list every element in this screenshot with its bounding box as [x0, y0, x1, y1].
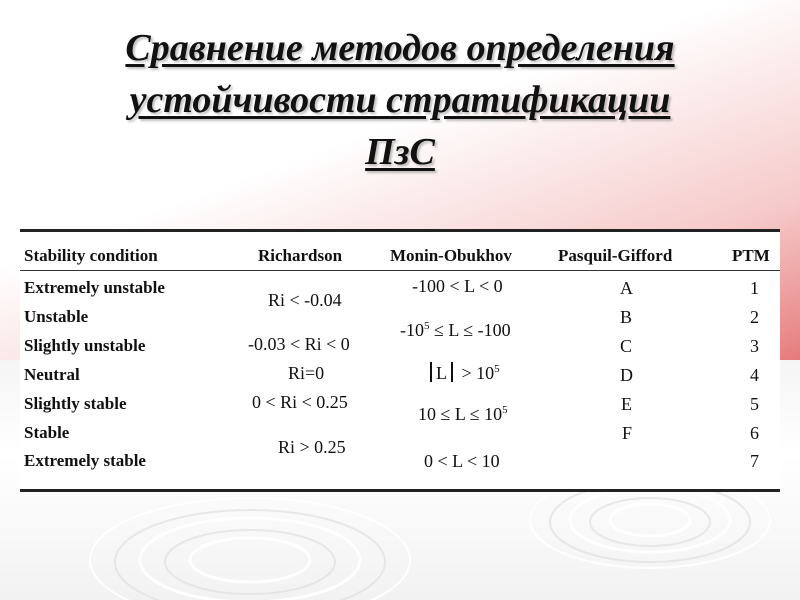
condition-row: Stable	[24, 423, 70, 442]
monin-obukhov-value	[418, 404, 508, 425]
pasquill-class: C	[620, 336, 633, 356]
condition-row: Slightly unstable	[24, 336, 146, 355]
mo-part: -10	[400, 320, 424, 340]
header-monin-obukhov: Monin-Obukhov	[390, 246, 512, 265]
header-pasquill-gifford: Pasquil-Gifford	[558, 246, 673, 265]
abs-bar-left	[430, 362, 432, 382]
mo-part: ≤ L ≤ -100	[429, 320, 511, 340]
richardson-value: Ri=0	[288, 363, 325, 383]
condition-row: Neutral	[24, 365, 80, 384]
ptm-value: 4	[750, 365, 759, 385]
abs-bar-right	[451, 362, 453, 382]
richardson-value: -0.03 < Ri < 0	[248, 334, 350, 354]
header-stability-condition: Stability condition	[24, 246, 158, 265]
mo-exponent: 5	[502, 404, 508, 416]
richardson-value: Ri < -0.04	[268, 290, 342, 310]
mo-exponent: 5	[424, 320, 430, 332]
stability-comparison-table	[20, 229, 780, 492]
condition-row: Extremely unstable	[24, 278, 165, 297]
mo-part: > 10	[457, 363, 495, 383]
condition-row: Extremely stable	[24, 451, 146, 470]
ptm-value: 7	[750, 451, 759, 471]
richardson-value: Ri > 0.25	[278, 437, 346, 457]
ptm-value: 6	[750, 423, 759, 443]
monin-obukhov-value	[400, 320, 511, 341]
condition-row: Slightly stable	[24, 394, 127, 413]
title-line-1: Сравнение методов определения	[125, 27, 675, 69]
condition-row: Unstable	[24, 307, 89, 326]
monin-obukhov-value	[426, 362, 500, 384]
pasquill-class: D	[620, 365, 633, 385]
pasquill-class: B	[620, 307, 633, 327]
pasquill-class: A	[620, 278, 633, 298]
header-divider	[20, 270, 780, 271]
ptm-value: 2	[750, 307, 759, 327]
monin-obukhov-value: -100 < L < 0	[412, 276, 503, 296]
ptm-value: 3	[750, 336, 759, 356]
monin-obukhov-value: 0 < L < 10	[424, 451, 500, 471]
mo-part: 10 ≤ L ≤ 10	[418, 404, 503, 424]
title-line-3: ПзС	[365, 131, 435, 173]
pasquill-class: E	[621, 394, 632, 414]
mo-part: L	[436, 363, 447, 383]
richardson-value: 0 < Ri < 0.25	[252, 392, 348, 412]
ptm-value: 5	[750, 394, 759, 414]
header-ptm: PTM	[732, 246, 770, 265]
pasquill-class: F	[622, 423, 633, 443]
header-richardson: Richardson	[258, 246, 343, 265]
mo-exponent: 5	[494, 363, 500, 375]
ptm-value: 1	[750, 278, 759, 298]
page-title	[40, 22, 760, 178]
title-line-2: устойчивости стратификации	[129, 79, 671, 121]
